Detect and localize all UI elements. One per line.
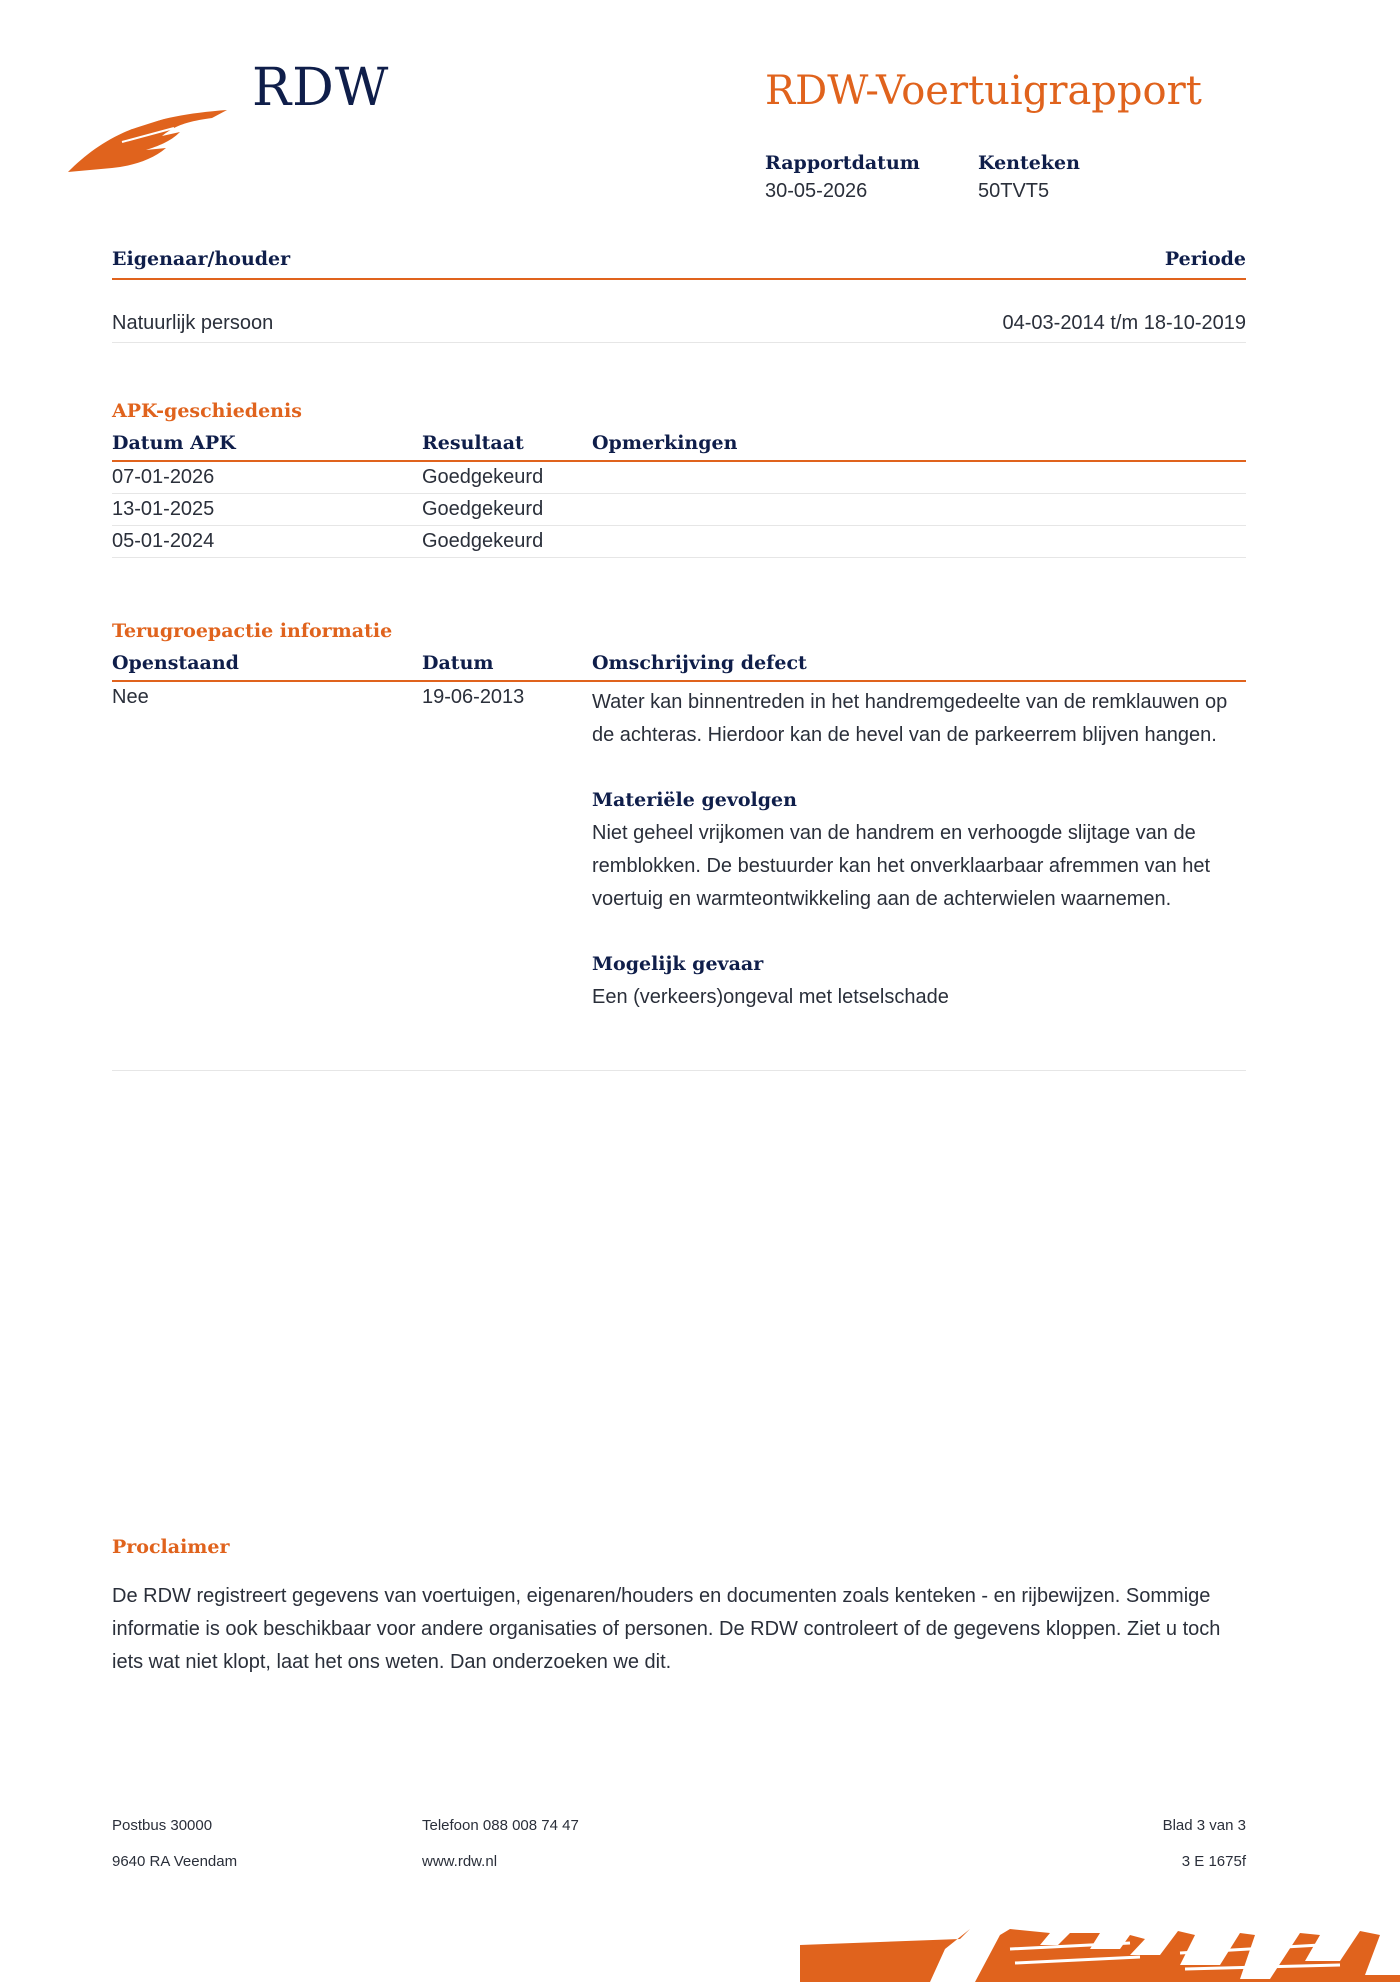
- consequences-text: Niet geheel vrijkomen van de handrem en verhoogde slijtage van de remblokken. De bestuurder kan het onverklaarbaar afremmen van het voertuig en warmteontwikkeling aan de achterwielen waarnemen.: [592, 822, 1211, 910]
- footer-phone: Telefoon 088 008 74 47: [422, 1817, 579, 1834]
- report-date-value: 30-05-2026: [765, 180, 868, 202]
- plate-value: 50TVT5: [978, 180, 1050, 202]
- period-label: Periode: [1164, 248, 1246, 270]
- report-date-block: [765, 152, 920, 203]
- recall-col-open: Openstaand: [112, 652, 239, 674]
- recall-date: 19-06-2013: [422, 686, 525, 708]
- recall-table-header: [112, 650, 1246, 682]
- recall-defect-text: Water kan binnentreden in het handremgedeelte van de remklauwen op de achteras. Hierdoor kan de hevel van de parkeerrem blijven hangen.: [592, 691, 1228, 746]
- rdw-logo: [62, 58, 392, 178]
- document-title: RDW-Voertuigrapport: [765, 68, 1202, 114]
- report-date-label: Rapportdatum: [765, 152, 920, 174]
- apk-result: Goedgekeurd: [422, 466, 544, 488]
- table-row: [112, 462, 1246, 494]
- footer-code: 3 E 1675f: [1181, 1853, 1246, 1870]
- recall-open: Nee: [112, 686, 149, 708]
- danger-text: Een (verkeers)ongeval met letselschade: [592, 986, 949, 1008]
- table-row: [112, 494, 1246, 526]
- footer-city: 9640 RA Veendam: [112, 1853, 238, 1870]
- plate-label: Kenteken: [978, 152, 1080, 174]
- recall-title: Terugroepactie informatie: [112, 620, 393, 642]
- apk-col-date: Datum APK: [112, 432, 236, 454]
- consequences-label: Materiële gevolgen: [592, 789, 797, 811]
- table-row: [112, 682, 1246, 1071]
- apk-col-result: Resultaat: [422, 432, 524, 454]
- table-row: [112, 526, 1246, 558]
- decorative-stripes-icon: [800, 1925, 1400, 1982]
- owner-header: [112, 248, 1246, 280]
- recall-col-defect: Omschrijving defect: [592, 652, 807, 674]
- logo-text: RDW: [252, 58, 390, 118]
- footer-website[interactable]: www.rdw.nl: [422, 1853, 498, 1870]
- proclaimer-title: Proclaimer: [112, 1536, 230, 1558]
- apk-result: Goedgekeurd: [422, 530, 544, 552]
- apk-col-remarks: Opmerkingen: [592, 432, 738, 454]
- apk-date: 05-01-2024: [112, 530, 215, 552]
- recall-description: [592, 686, 1242, 1014]
- danger-label: Mogelijk gevaar: [592, 953, 764, 975]
- apk-result: Goedgekeurd: [422, 498, 544, 520]
- footer-postbus: Postbus 30000: [112, 1817, 213, 1834]
- apk-table: [112, 430, 1246, 558]
- apk-table-header: [112, 430, 1246, 462]
- apk-title: APK-geschiedenis: [112, 400, 302, 422]
- footer-page-number: Blad 3 van 3: [1162, 1817, 1246, 1834]
- owner-period: 04-03-2014 t/m 18-10-2019: [1002, 312, 1246, 334]
- rdw-logo-icon: [62, 88, 242, 178]
- owner-row: [112, 308, 1246, 343]
- plate-block: [978, 152, 1080, 203]
- recall-col-date: Datum: [422, 652, 494, 674]
- recall-table: [112, 650, 1246, 1071]
- owner-label: Eigenaar/houder: [112, 248, 291, 270]
- owner-type: Natuurlijk persoon: [112, 312, 274, 334]
- apk-date: 07-01-2026: [112, 466, 215, 488]
- apk-date: 13-01-2025: [112, 498, 215, 520]
- proclaimer-text: De RDW registreert gegevens van voertuigen, eigenaren/houders en documenten zoals kenteken - en rijbewijzen. Sommige informatie is ook beschikbaar voor andere organisaties of personen. De RDW controleert of de gegevens kloppen. Ziet u toch iets wat niet klopt, laat het ons weten. Dan onderzoeken we dit.: [112, 1585, 1221, 1673]
